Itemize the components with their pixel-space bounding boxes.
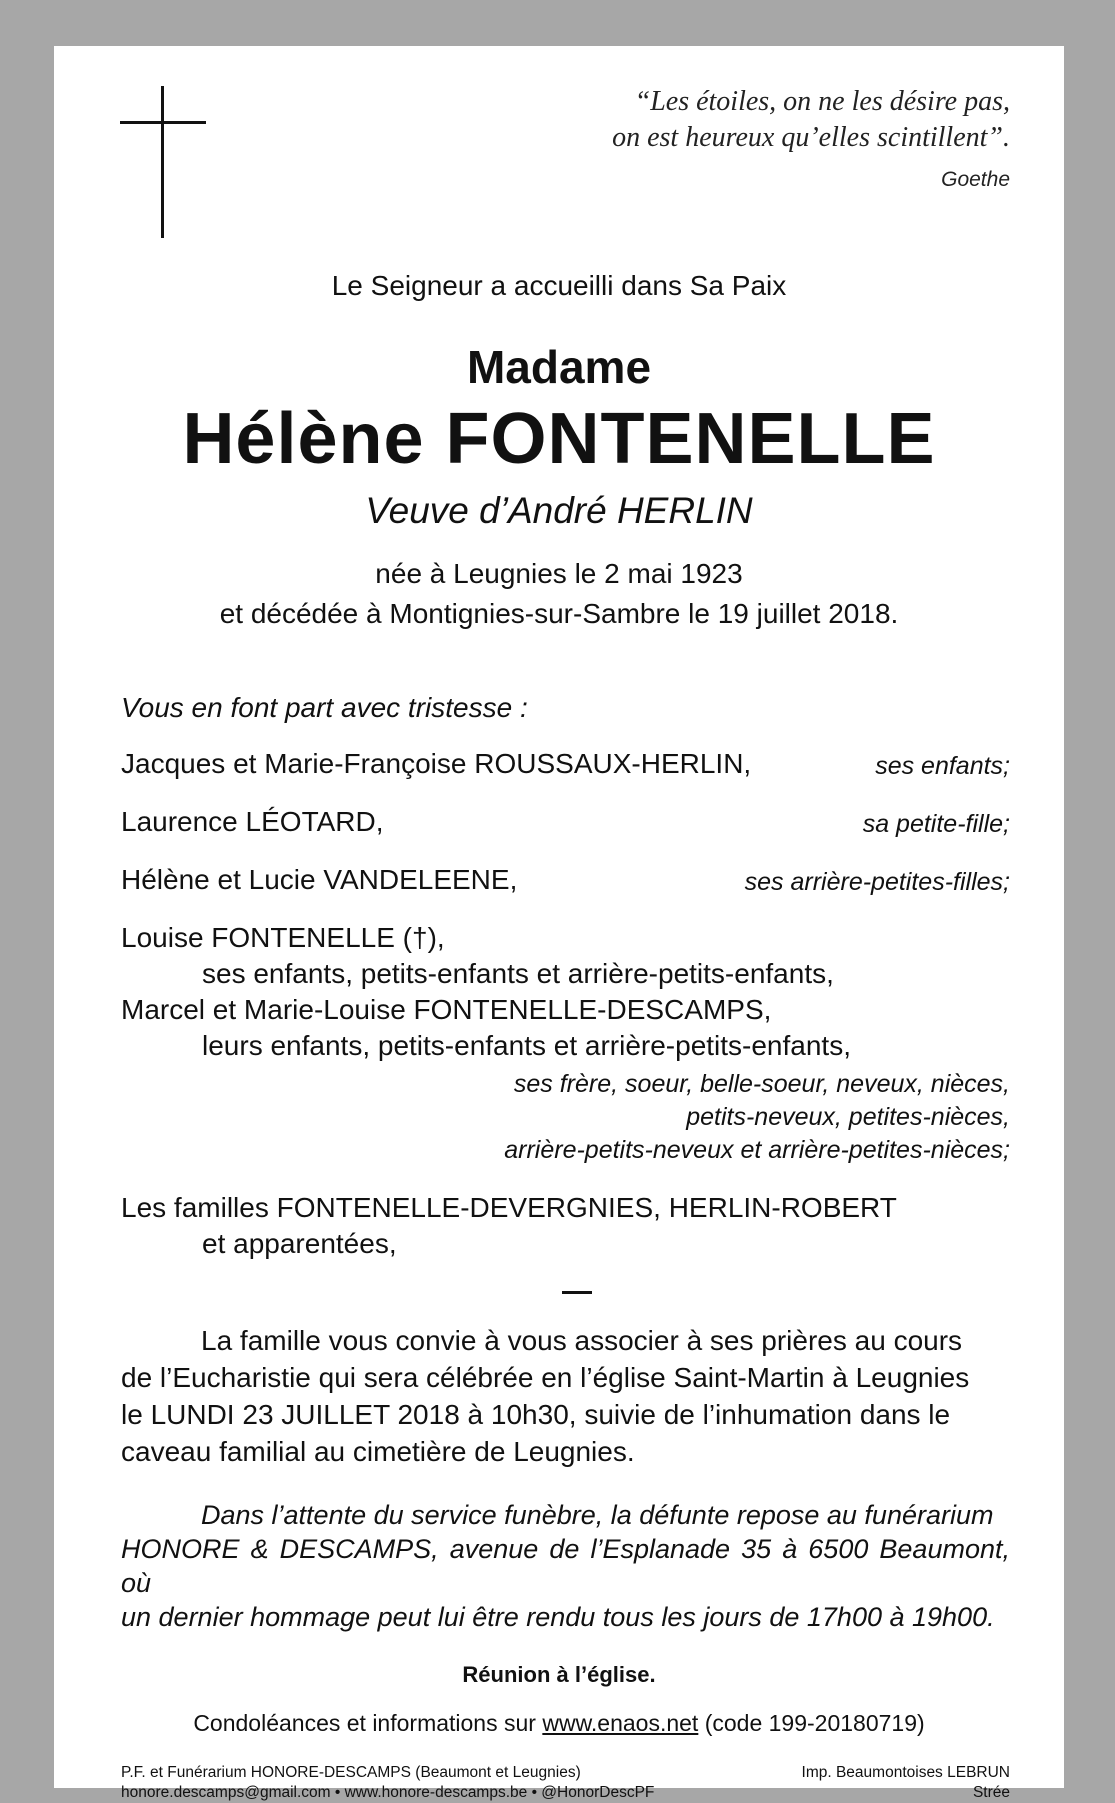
printer-location: Strée: [972, 1784, 1010, 1801]
quote: [612, 84, 1010, 156]
announce-lead: Vous en font part avec tristesse :: [121, 692, 528, 723]
ceremony-line-3: le LUNDI 23 JUILLET 2018 à 10h30, suivie de l’inhumation dans le: [121, 1399, 951, 1430]
footer-right: [802, 1763, 1010, 1803]
ceremony-line-1: La famille vous convie à vous associer à ses prières au cours: [201, 1325, 963, 1356]
family-row: [121, 864, 1010, 896]
extended-relation-3: arrière-petits-neveux et arrière-petites-nièces;: [504, 1136, 1010, 1164]
extended-line-1: Louise FONTENELLE (†),: [121, 922, 445, 953]
families-line-2: et apparentées,: [202, 1228, 397, 1259]
family-relation: ses arrière-petites-filles;: [744, 868, 1010, 896]
family-name: Jacques et Marie-Françoise ROUSSAUX-HERLIN,: [121, 748, 752, 779]
family-relation: sa petite-fille;: [862, 810, 1010, 838]
families-line-1: Les familles FONTENELLE-DEVERGNIES, HERLIN-ROBERT: [121, 1192, 897, 1223]
ceremony-line-2: de l’Eucharistie qui sera célébrée en l’église Saint-Martin à Leugnies: [121, 1362, 970, 1393]
funeral-home-contact: honore.descamps@gmail.com • www.honore-descamps.be • @HonorDescPF: [121, 1784, 655, 1801]
separator-dash: [562, 1291, 592, 1294]
deceased-name: Hélène FONTENELLE: [182, 399, 936, 479]
quote-line-2: on est heureux qu’elles scintillent”.: [612, 122, 1010, 153]
extended-relation-1: ses frère, soeur, belle-soeur, neveux, nièces,: [513, 1070, 1010, 1098]
family-row: [121, 806, 1010, 838]
visitation-line-2: HONORE & DESCAMPS, avenue de l’Esplanade 35 à 6500 Beaumont, où: [121, 1534, 1010, 1598]
family-name: Laurence LÉOTARD,: [121, 806, 384, 837]
death-line: et décédée à Montignies-sur-Sambre le 19 juillet 2018.: [219, 598, 899, 629]
honorific: Madame: [466, 341, 652, 393]
family-relation: ses enfants;: [875, 752, 1010, 780]
spouse-line: Veuve d’André HERLIN: [365, 490, 753, 531]
extended-line-2: ses enfants, petits-enfants et arrière-petits-enfants,: [202, 958, 834, 989]
condolences-link[interactable]: www.enaos.net: [542, 1710, 699, 1736]
birth-line: née à Leugnies le 2 mai 1923: [375, 558, 743, 589]
visitation-line-3: un dernier hommage peut lui être rendu tous les jours de 17h00 à 19h00.: [121, 1602, 995, 1632]
family-row: [121, 748, 1010, 780]
meeting-note: Réunion à l’église.: [462, 1662, 656, 1687]
funeral-home: P.F. et Funérarium HONORE-DESCAMPS (Beaumont et Leugnies): [121, 1764, 581, 1781]
intro-text: Le Seigneur a accueilli dans Sa Paix: [331, 270, 787, 301]
extended-line-3: Marcel et Marie-Louise FONTENELLE-DESCAMPS,: [121, 994, 772, 1025]
extended-line-4: leurs enfants, petits-enfants et arrière-petits-enfants,: [202, 1030, 851, 1061]
visitation-paragraph: [121, 1498, 1010, 1634]
family-name: Hélène et Lucie VANDELEENE,: [121, 864, 518, 895]
quote-line-1: “Les étoiles, on ne les désire pas,: [634, 86, 1010, 117]
obituary-card: [54, 46, 1064, 1801]
quote-author: Goethe: [941, 168, 1010, 191]
condolences-code: (code 199-20180719): [704, 1710, 925, 1736]
visitation-line-1: Dans l’attente du service funèbre, la défunte repose au funérarium: [201, 1500, 994, 1530]
condolences-prefix: Condoléances et informations sur: [193, 1710, 536, 1736]
ceremony-line-4: caveau familial au cimetière de Leugnies.: [121, 1436, 635, 1467]
cross-icon: [120, 86, 206, 238]
condolences-line: [54, 1710, 1064, 1737]
extended-relation-2: petits-neveux, petites-nièces,: [686, 1103, 1010, 1131]
footer-left: [121, 1763, 654, 1803]
ceremony-paragraph: [121, 1322, 1010, 1470]
printer-name: Imp. Beaumontoises LEBRUN: [801, 1764, 1010, 1781]
